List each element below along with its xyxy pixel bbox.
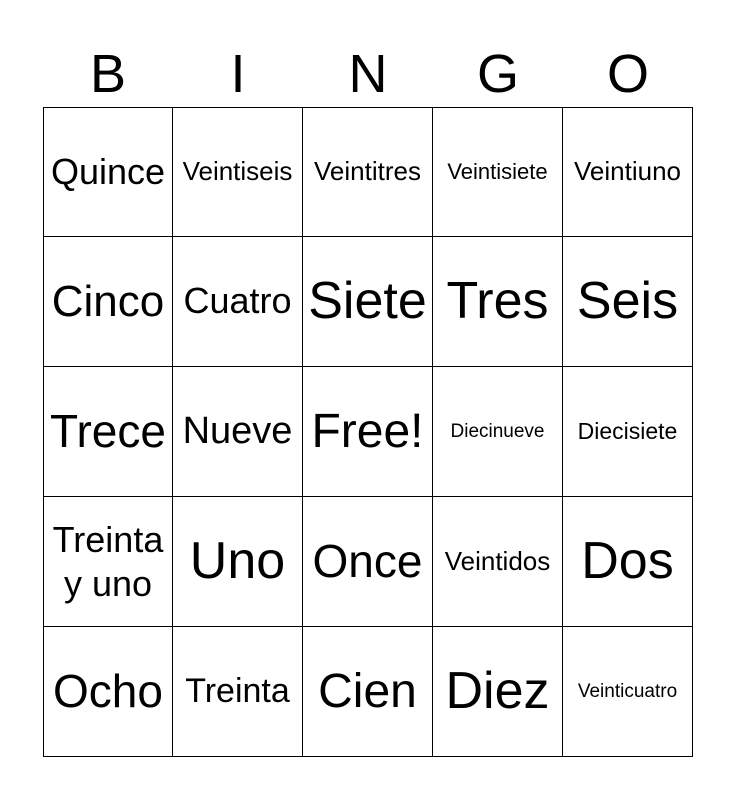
bingo-cell[interactable]: Veinticuatro (563, 627, 693, 757)
bingo-cell[interactable]: Ocho (43, 627, 173, 757)
bingo-cell[interactable]: Veintiseis (173, 107, 303, 237)
bingo-cell[interactable]: Cien (303, 627, 433, 757)
header-letter-g: G (476, 44, 519, 104)
bingo-cell[interactable]: Trece (43, 367, 173, 497)
bingo-header (43, 40, 693, 108)
header-letter-i: I (230, 44, 246, 104)
free-space[interactable]: Free! (303, 367, 433, 497)
bingo-cell[interactable]: Veintisiete (433, 107, 563, 237)
bingo-board (43, 107, 693, 757)
bingo-cell[interactable]: Uno (173, 497, 303, 627)
header-letter-n: N (348, 44, 388, 104)
bingo-cell[interactable]: Seis (563, 237, 693, 367)
bingo-cell[interactable]: Cuatro (173, 237, 303, 367)
bingo-cell[interactable]: Quince (43, 107, 173, 237)
bingo-cell[interactable]: Siete (303, 237, 433, 367)
bingo-cell[interactable]: Veintiuno (563, 107, 693, 237)
bingo-cell[interactable]: Treinta (173, 627, 303, 757)
bingo-cell[interactable]: Once (303, 497, 433, 627)
bingo-cell[interactable]: Veintidos (433, 497, 563, 627)
bingo-cell[interactable]: Diecinueve (433, 367, 563, 497)
bingo-cell[interactable]: Veintitres (303, 107, 433, 237)
bingo-cell[interactable]: Dos (563, 497, 693, 627)
bingo-cell[interactable]: Diecisiete (563, 367, 693, 497)
header-letter-b: B (89, 44, 127, 104)
bingo-cell[interactable]: Treinta y uno (43, 497, 173, 627)
bingo-cell[interactable]: Nueve (173, 367, 303, 497)
header-letter-o: O (606, 44, 649, 104)
bingo-cell[interactable]: Cinco (43, 237, 173, 367)
bingo-cell[interactable]: Diez (433, 627, 563, 757)
bingo-cell[interactable]: Tres (433, 237, 563, 367)
